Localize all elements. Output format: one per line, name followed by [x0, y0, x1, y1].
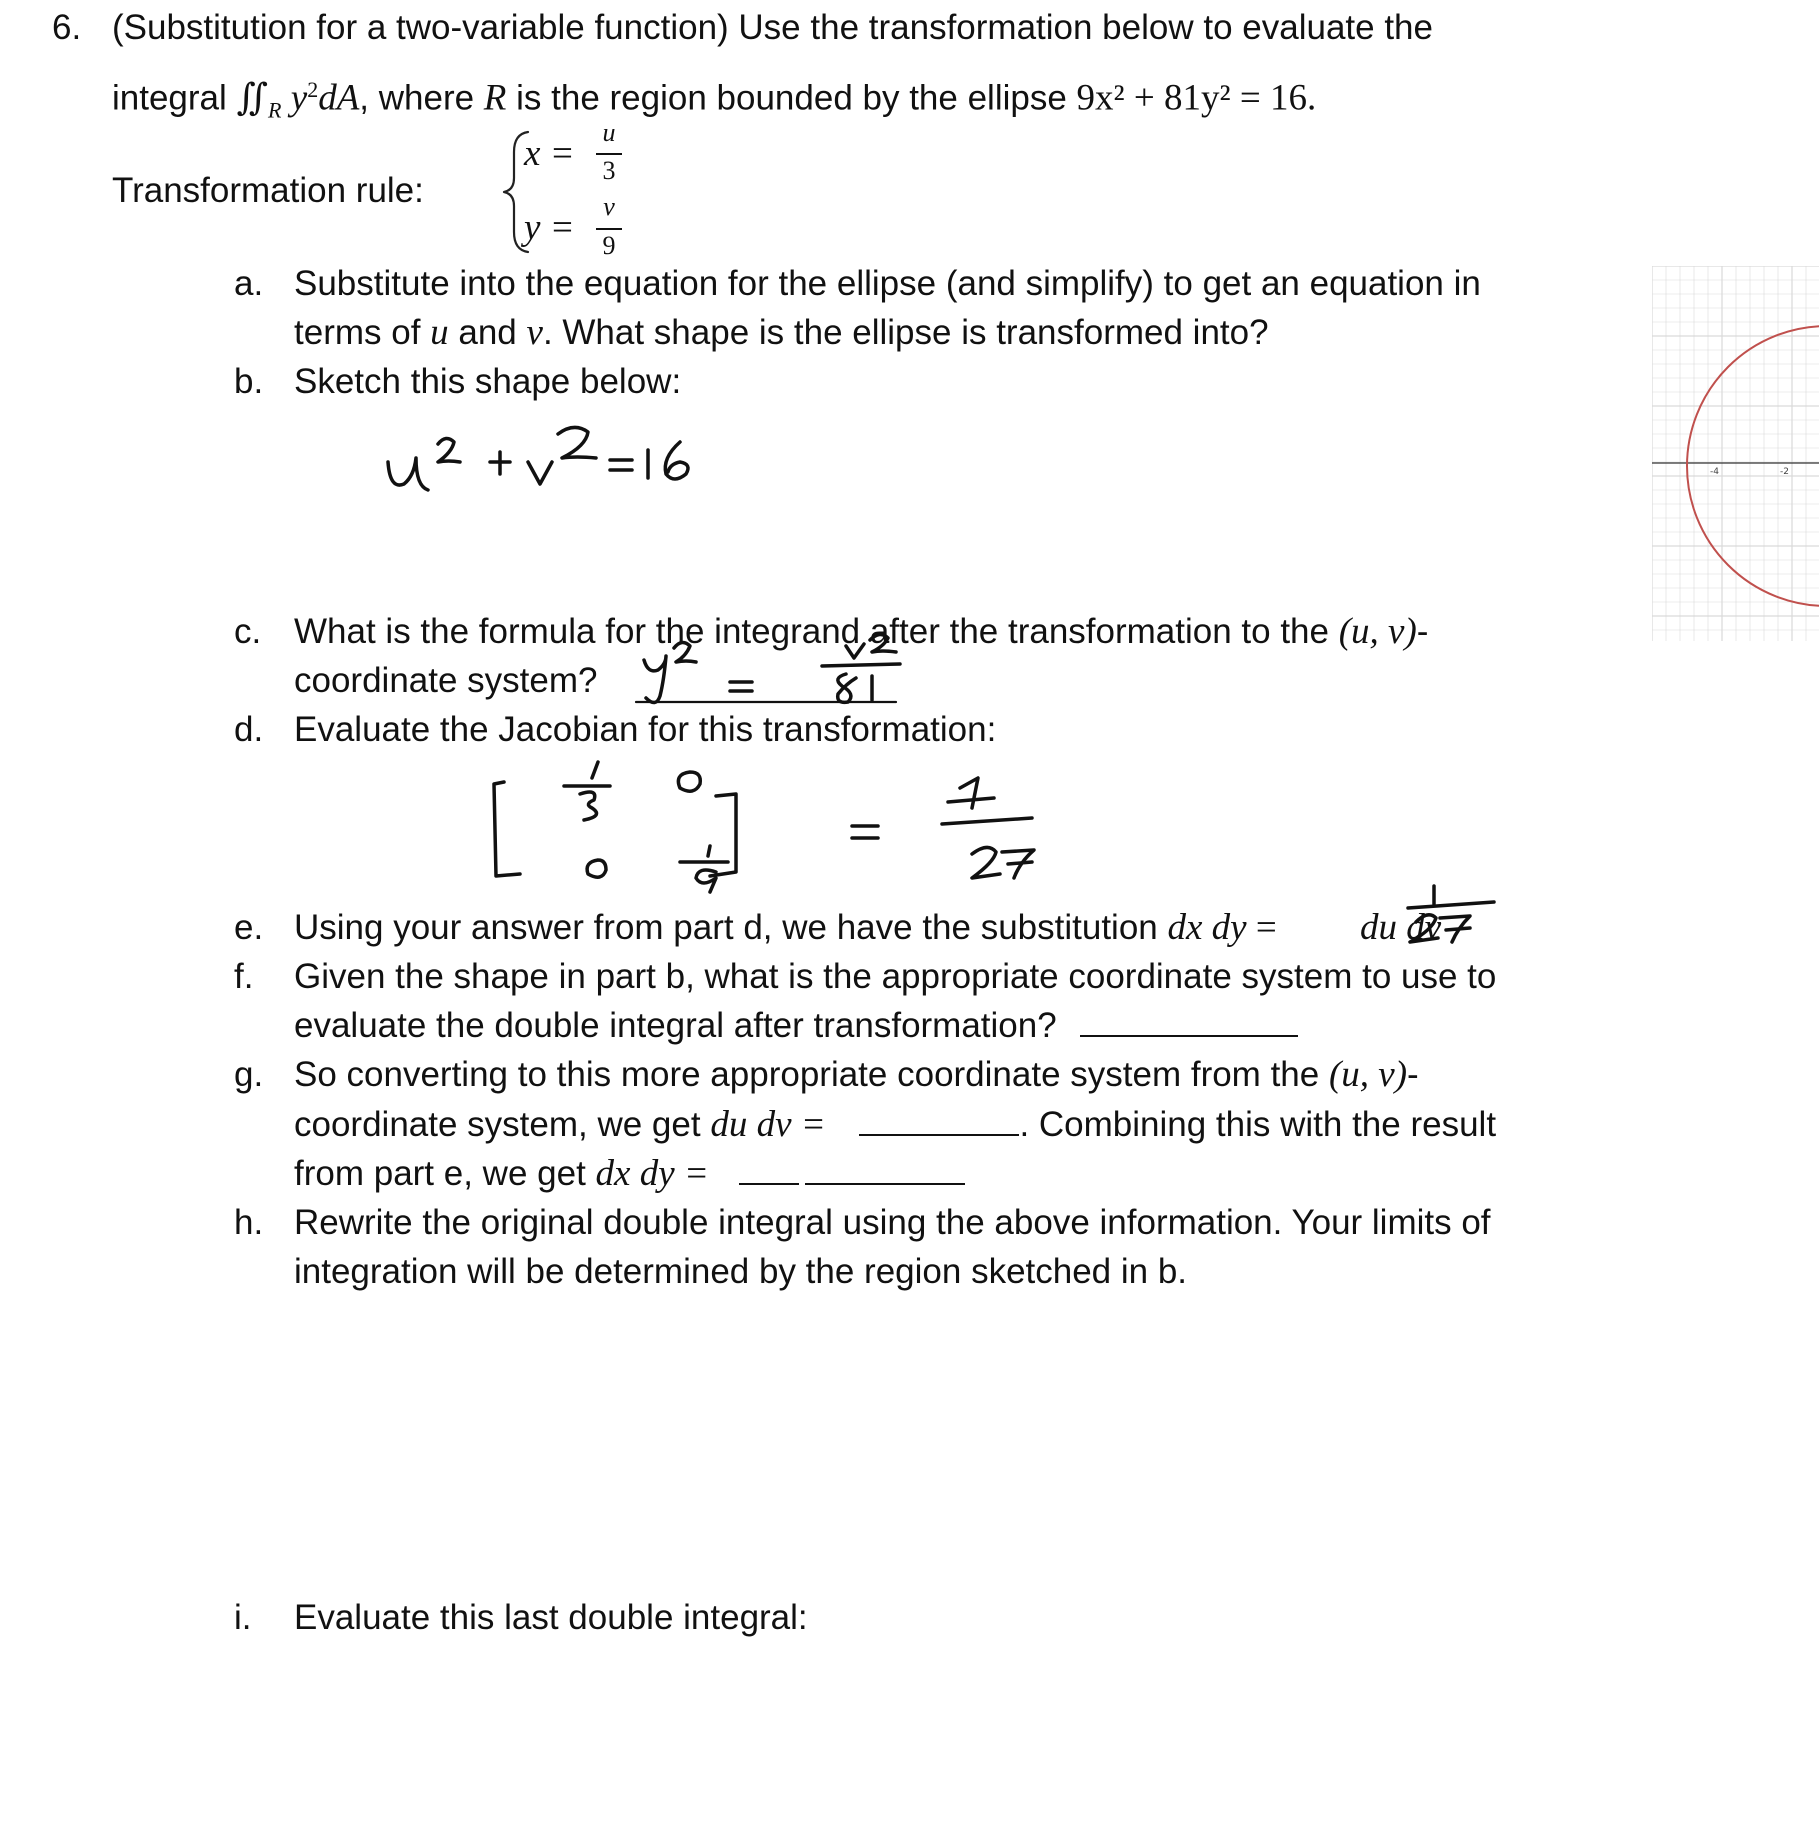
part-f-line2-text: evaluate the double integral after transformation?: [294, 1006, 1057, 1045]
handwritten-jacobian: [480, 758, 1140, 908]
part-a-and: and: [448, 313, 527, 352]
integral-prefix: integral: [112, 78, 237, 118]
part-e-line: [294, 908, 1441, 948]
x-rule-lhs: x =: [524, 133, 575, 174]
part-g-dudv: du dv =: [710, 1104, 826, 1145]
part-h-line-1: Rewrite the original double integral using the above information. Your limits of: [294, 1203, 1491, 1242]
transformation-label: Transformation rule:: [112, 171, 424, 210]
part-c-line-2: coordinate system?: [294, 661, 598, 700]
part-d-label: d.: [234, 710, 264, 749]
graph-circle-arc: [1687, 326, 1819, 606]
graph-grid: [1652, 266, 1819, 641]
part-g-dxdy-blank-short[interactable]: [739, 1179, 799, 1185]
part-g-dxdy: dx dy =: [595, 1153, 709, 1194]
part-f-answer-blank[interactable]: [1080, 1031, 1298, 1037]
part-f-line-2: [294, 1006, 1298, 1046]
problem-line-2: [112, 70, 1316, 131]
integrand-exponent: 2: [307, 77, 319, 102]
part-g-line2-post: . Combining this with the result: [1019, 1105, 1497, 1144]
part-f-line-1: Given the shape in part b, what is the appropriate coordinate system to use to: [294, 957, 1497, 996]
line2-post: is the region bounded by the ellipse: [506, 78, 1077, 118]
problem-number: 6.: [52, 8, 82, 47]
part-e-dudv: du dv: [1359, 907, 1442, 948]
part-c-label: c.: [234, 612, 262, 651]
integrand: y: [281, 77, 308, 119]
part-a-line-1: Substitute into the equation for the ellipse (and simplify) to get an equation in: [294, 264, 1481, 303]
part-g-dxdy-blank-long[interactable]: [805, 1179, 965, 1185]
integral-symbol: ∬: [236, 77, 269, 119]
integrand-tail: dA: [318, 77, 360, 119]
part-g-line3-pre: from part e, we get: [294, 1154, 596, 1193]
part-a-u: u: [430, 312, 449, 353]
y-rule-lhs: y =: [524, 207, 575, 248]
handwritten-answer-e: [1390, 878, 1500, 948]
part-e-label: e.: [234, 908, 264, 947]
part-a-label: a.: [234, 264, 264, 303]
part-c-uv: (u, v): [1338, 611, 1417, 652]
part-a-v: v: [526, 312, 543, 353]
y-rule-fraction-bar: [596, 228, 622, 230]
region-variable: R: [483, 77, 507, 119]
part-h-label: h.: [234, 1203, 264, 1242]
part-a-line-2: [294, 313, 1269, 353]
part-g-line-2: [294, 1105, 1496, 1145]
graph-tick-right: -2: [1780, 467, 1789, 477]
ellipse-equation: 9x² + 81y² = 16.: [1076, 77, 1317, 119]
part-e-text-pre: Using your answer from part d, we have the substitution: [294, 908, 1168, 947]
y-rule-numerator: v: [603, 192, 615, 221]
x-rule-denominator: 3: [602, 156, 616, 185]
handwritten-answer-b: [380, 420, 800, 510]
part-c-line1-post: -: [1416, 612, 1429, 651]
part-i-text: Evaluate this last double integral:: [294, 1598, 808, 1637]
part-e-dxdy: dx dy: [1167, 907, 1247, 948]
part-g-line2-pre: coordinate system, we get: [294, 1105, 711, 1144]
sketch-graph: [1652, 266, 1819, 641]
graph-tick-left: -4: [1710, 467, 1719, 477]
part-f-label: f.: [234, 957, 254, 996]
part-g-line1-post: -: [1407, 1055, 1419, 1094]
part-h-line-2: integration will be determined by the region sketched in b.: [294, 1252, 1188, 1291]
y-rule-denominator: 9: [602, 231, 616, 260]
handwritten-answer-c: [634, 618, 914, 708]
part-g-uv: (u, v): [1328, 1054, 1408, 1095]
part-e-equals: =: [1246, 907, 1286, 948]
x-rule-numerator: u: [602, 118, 616, 147]
line2-mid: , where: [359, 78, 484, 118]
part-i-label: i.: [234, 1598, 252, 1637]
x-rule-fraction-bar: [596, 153, 622, 155]
part-c-line1-pre: What is the formula for the integrand after the transformation to the: [294, 612, 1339, 651]
part-a-line2-post: . What shape is the ellipse is transformed into?: [542, 313, 1269, 352]
part-a-line2-pre: terms of: [294, 313, 431, 352]
part-b-label: b.: [234, 362, 264, 401]
integral-region-sub: R: [268, 97, 282, 123]
part-b-text: Sketch this shape below:: [294, 362, 682, 401]
problem-line-1: (Substitution for a two-variable function) Use the transformation below to evaluate the: [112, 8, 1433, 47]
part-g-label: g.: [234, 1055, 264, 1094]
part-g-dudv-blank[interactable]: [859, 1130, 1019, 1136]
part-g-line-3: [294, 1154, 965, 1194]
part-d-text: Evaluate the Jacobian for this transformation:: [294, 710, 997, 749]
part-g-line-1: [294, 1055, 1419, 1095]
part-g-line1-pre: So converting to this more appropriate coordinate system from the: [294, 1055, 1329, 1094]
